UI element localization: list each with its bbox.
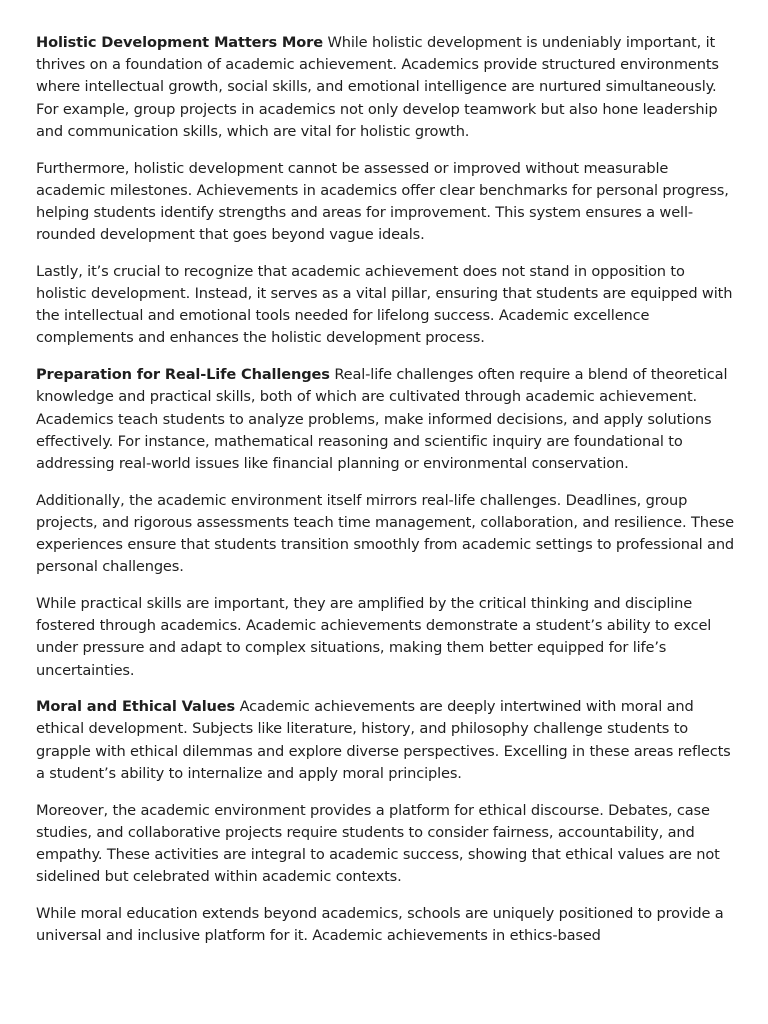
paragraph-text: Academic achievements are deeply intertwined with moral and ethical development. Subjects like literature, history, and philosophy challenge students to grapple with ethical dilemmas and explore diverse perspectives. Excelling in these areas reflects a student’s ability to internalize and apply moral principles.	[36, 698, 731, 782]
paragraph-moral-education	[36, 903, 736, 947]
section-heading-holistic-development: Holistic Development Matters More	[36, 34, 323, 51]
paragraph-text: Lastly, it’s crucial to recognize that academic achievement does not stand in opposition to holistic development. Instead, it serves as a vital pillar, ensuring that students are equipped with the intellectual and emotional tools needed for lifelong success. Academic excellence complements and enhances the holistic development process.	[36, 262, 733, 347]
paragraph-text: Moreover, the academic environment provides a platform for ethical discourse. Debates, case studies, and collaborative projects require students to consider fairness, accountability, and empathy. These activities are integral to academic success, showing that ethical values are not sidelined but celebrated within academic contexts.	[36, 801, 720, 886]
paragraph-text: While holistic development is undeniably important, it thrives on a foundation of academic achievement. Academics provide structured environments where intellectual growth, social skills, and emotional intelligence are nurtured simultaneously. For example, group projects in academics not only develop teamwork but also hone leadership and communication skills, which are vital for holistic growth.	[36, 34, 719, 140]
paragraph-measurable-milestones	[36, 158, 736, 247]
paragraph-text: Furthermore, holistic development cannot be assessed or improved without measurable academic milestones. Achievements in academics offer clear benchmarks for personal progress, helping students identify strengths and areas for improvement. This system ensures a well-rounded development that goes beyond vague ideals.	[36, 159, 729, 244]
paragraph-vital-pillar	[36, 261, 736, 350]
paragraph-text: Real-life challenges often require a blend of theoretical knowledge and practical skills, both of which are cultivated through academic achievement. Academics teach students to analyze problems, make informed decisions, and apply solutions effectively. For instance, mathematical reasoning and scientific inquiry are foundational to addressing real-world issues like financial planning or environmental conservation.	[36, 366, 728, 472]
paragraph-real-life-challenges	[36, 364, 736, 475]
paragraph-moral-ethical-values	[36, 696, 736, 785]
paragraph-text: While moral education extends beyond academics, schools are uniquely positioned to provide a universal and inclusive platform for it. Academic achievements in ethics-based	[36, 904, 724, 945]
paragraph-ethical-discourse	[36, 800, 736, 889]
paragraph-academic-environment	[36, 490, 736, 579]
paragraph-text: Additionally, the academic environment itself mirrors real-life challenges. Deadlines, group projects, and rigorous assessments teach time management, collaboration, and resilience. These experiences ensure that students transition smoothly from academic settings to professional and personal challenges.	[36, 491, 735, 576]
paragraph-holistic-development	[36, 32, 736, 143]
paragraph-critical-thinking	[36, 593, 736, 682]
article-body	[36, 32, 736, 962]
section-heading-real-life-challenges: Preparation for Real-Life Challenges	[36, 366, 330, 384]
section-heading-moral-ethical-values: Moral and Ethical Values	[36, 698, 236, 716]
paragraph-text: While practical skills are important, they are amplified by the critical thinking and discipline fostered through academics. Academic achievements demonstrate a student’s ability to excel under pressure and adapt to complex situations, making them better equipped for life’s uncertainties.	[36, 594, 712, 679]
